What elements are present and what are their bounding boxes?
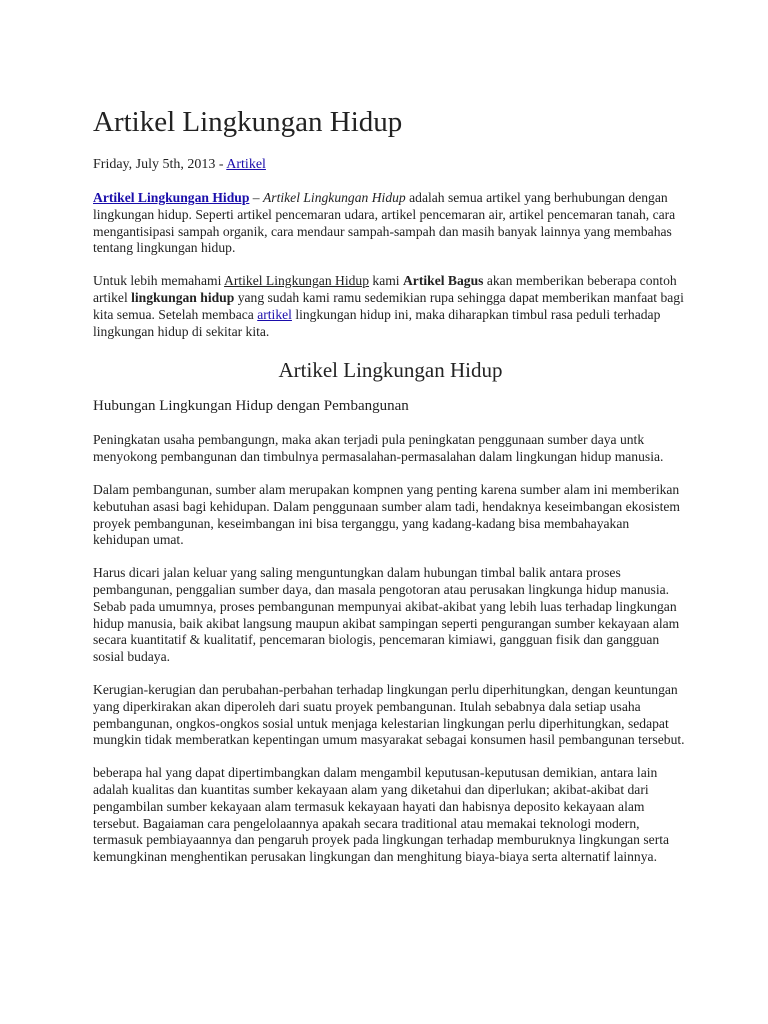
subheading: Hubungan Lingkungan Hidup dengan Pembangunan (93, 398, 409, 415)
section-title: Artikel Lingkungan Hidup (278, 358, 503, 383)
body-paragraph-1: Peningkatan usaha pembangungn, maka akan terjadi pula peningkatan penggunaan sumber daya untk menyokong pembangunan dan timbulnya permasalahan-permasalahan dalam lingkungan hidup manusia. (93, 432, 664, 465)
second-paragraph (93, 273, 688, 340)
p2-text-1: Untuk lebih memahami (93, 273, 225, 289)
p2-link-artikel[interactable]: artikel (257, 306, 292, 322)
intro-title-link[interactable]: Artikel Lingkungan Hidup (93, 190, 250, 205)
body-paragraph-4: Kerugian-kerugian dan perubahan-perbahan terhadap lingkungan perlu diperhitungkan, dengan keuntungan yang diperkirakan akan diperoleh dari suatu proyek pembangunan. Itulah sebabnya dala setiap usaha pembangunan, ongkos-ongkos sosial untuk menjaga kelestarian lingkungan perlu diperhitungkan, sedapat mungkin tidak memberatkan kepentingan umum masyarakat sebagai konsumen hasil pembangunan tersebut. (93, 681, 685, 748)
body-paragraph-2: Dalam pembangunan, sumber alam merupakan kompnen yang penting karena sumber alam ini memberikan kebutuhan asasi bagi kehidupan. Dalam penggunaan sumber alam tadi, hendaknya keseimbangan ekosistem proyek pembangunan, keseimbangan ini bisa terganggu, yang kadang-kadang bisa membahayakan kehidupan umat. (93, 481, 681, 548)
p2-bold-lingkungan-hidup: lingkungan hidup (131, 289, 235, 305)
category-link[interactable]: Artikel (226, 157, 266, 172)
p2-text-3: akan memberikan beberapa contoh artikel (93, 273, 677, 305)
body-paragraph-3: Harus dicari jalan keluar yang saling menguntungkan dalam hubungan timbal balik antara proses pembangunan, penggalian sumber daya, dan masala pengotoran atau perusakan lingkunga hidup manusia. Sebab pada umumnya, proses pembangunan mempunyai akibat-akibat yang lebih luas terhadap lingkungan hidup manusia, baik akibat langsung maupun akibat sampingan seperti pengurangan sumber kekayaan alam secara kuantitatif & kualitatif, pencemaran biologis, pencemaran kimiawi, gangguan fisik dan gangguan sosial budaya. (93, 565, 680, 665)
p2-text-5: lingkungan hidup ini, maka diharapkan timbul rasa peduli terhadap lingkungan hidup di sekitar kita. (93, 306, 661, 339)
p2-text-4: yang sudah kami ramu sedemikian rupa sehingga dapat memberikan manfaat bagi kita semua. Setelah membaca (93, 289, 684, 322)
meta-separator: - (215, 157, 227, 172)
article-meta (93, 156, 688, 174)
p2-text-2: kami (369, 273, 403, 289)
body-paragraph-5: beberapa hal yang dapat dipertimbangkan dalam mengambil keputusan-keputusan demikian, antara lain adalah kualitas dan kuantitas sumber kekayaan alam yang diketahui dan diperlukan; akibat-akibat dari pengambilan sumber kekayaan alam termasuk kekayaan hayati dan habisnya deposito kekayaan alam tersebut. Bagaiaman cara pengelolaannya apakah secara traditional atau memakai teknologi modern, termasuk pembiayaannya dan pengaruh proyek pada lingkungan terhadap memburuknya lingkungan serta kemungkinan menghentikan perusakan lingkungan dan menghitung biaya-biaya serta alternatif lainnya. (93, 765, 670, 865)
post-date: Friday, July 5th, 2013 (93, 157, 216, 172)
intro-paragraph (93, 190, 688, 257)
intro-text: adalah semua artikel yang berhubungan dengan lingkungan hidup. Seperti artikel pencemaran udara, artikel pencemaran air, artikel pencemaran tanah, cara mengantisipasi sampah organik, cara mendaur sampah-sampah dan masih banyak lainnya yang membahas tentang lingkungan hidup. (93, 190, 676, 256)
intro-dash: – (249, 190, 263, 205)
article-title: Artikel Lingkungan Hidup (93, 106, 403, 138)
p2-link-artikel-lingkungan[interactable]: Artikel Lingkungan Hidup (224, 273, 369, 289)
p2-bold-artikel-bagus: Artikel Bagus (402, 273, 484, 289)
intro-italic-text: Artikel Lingkungan Hidup (262, 190, 406, 205)
